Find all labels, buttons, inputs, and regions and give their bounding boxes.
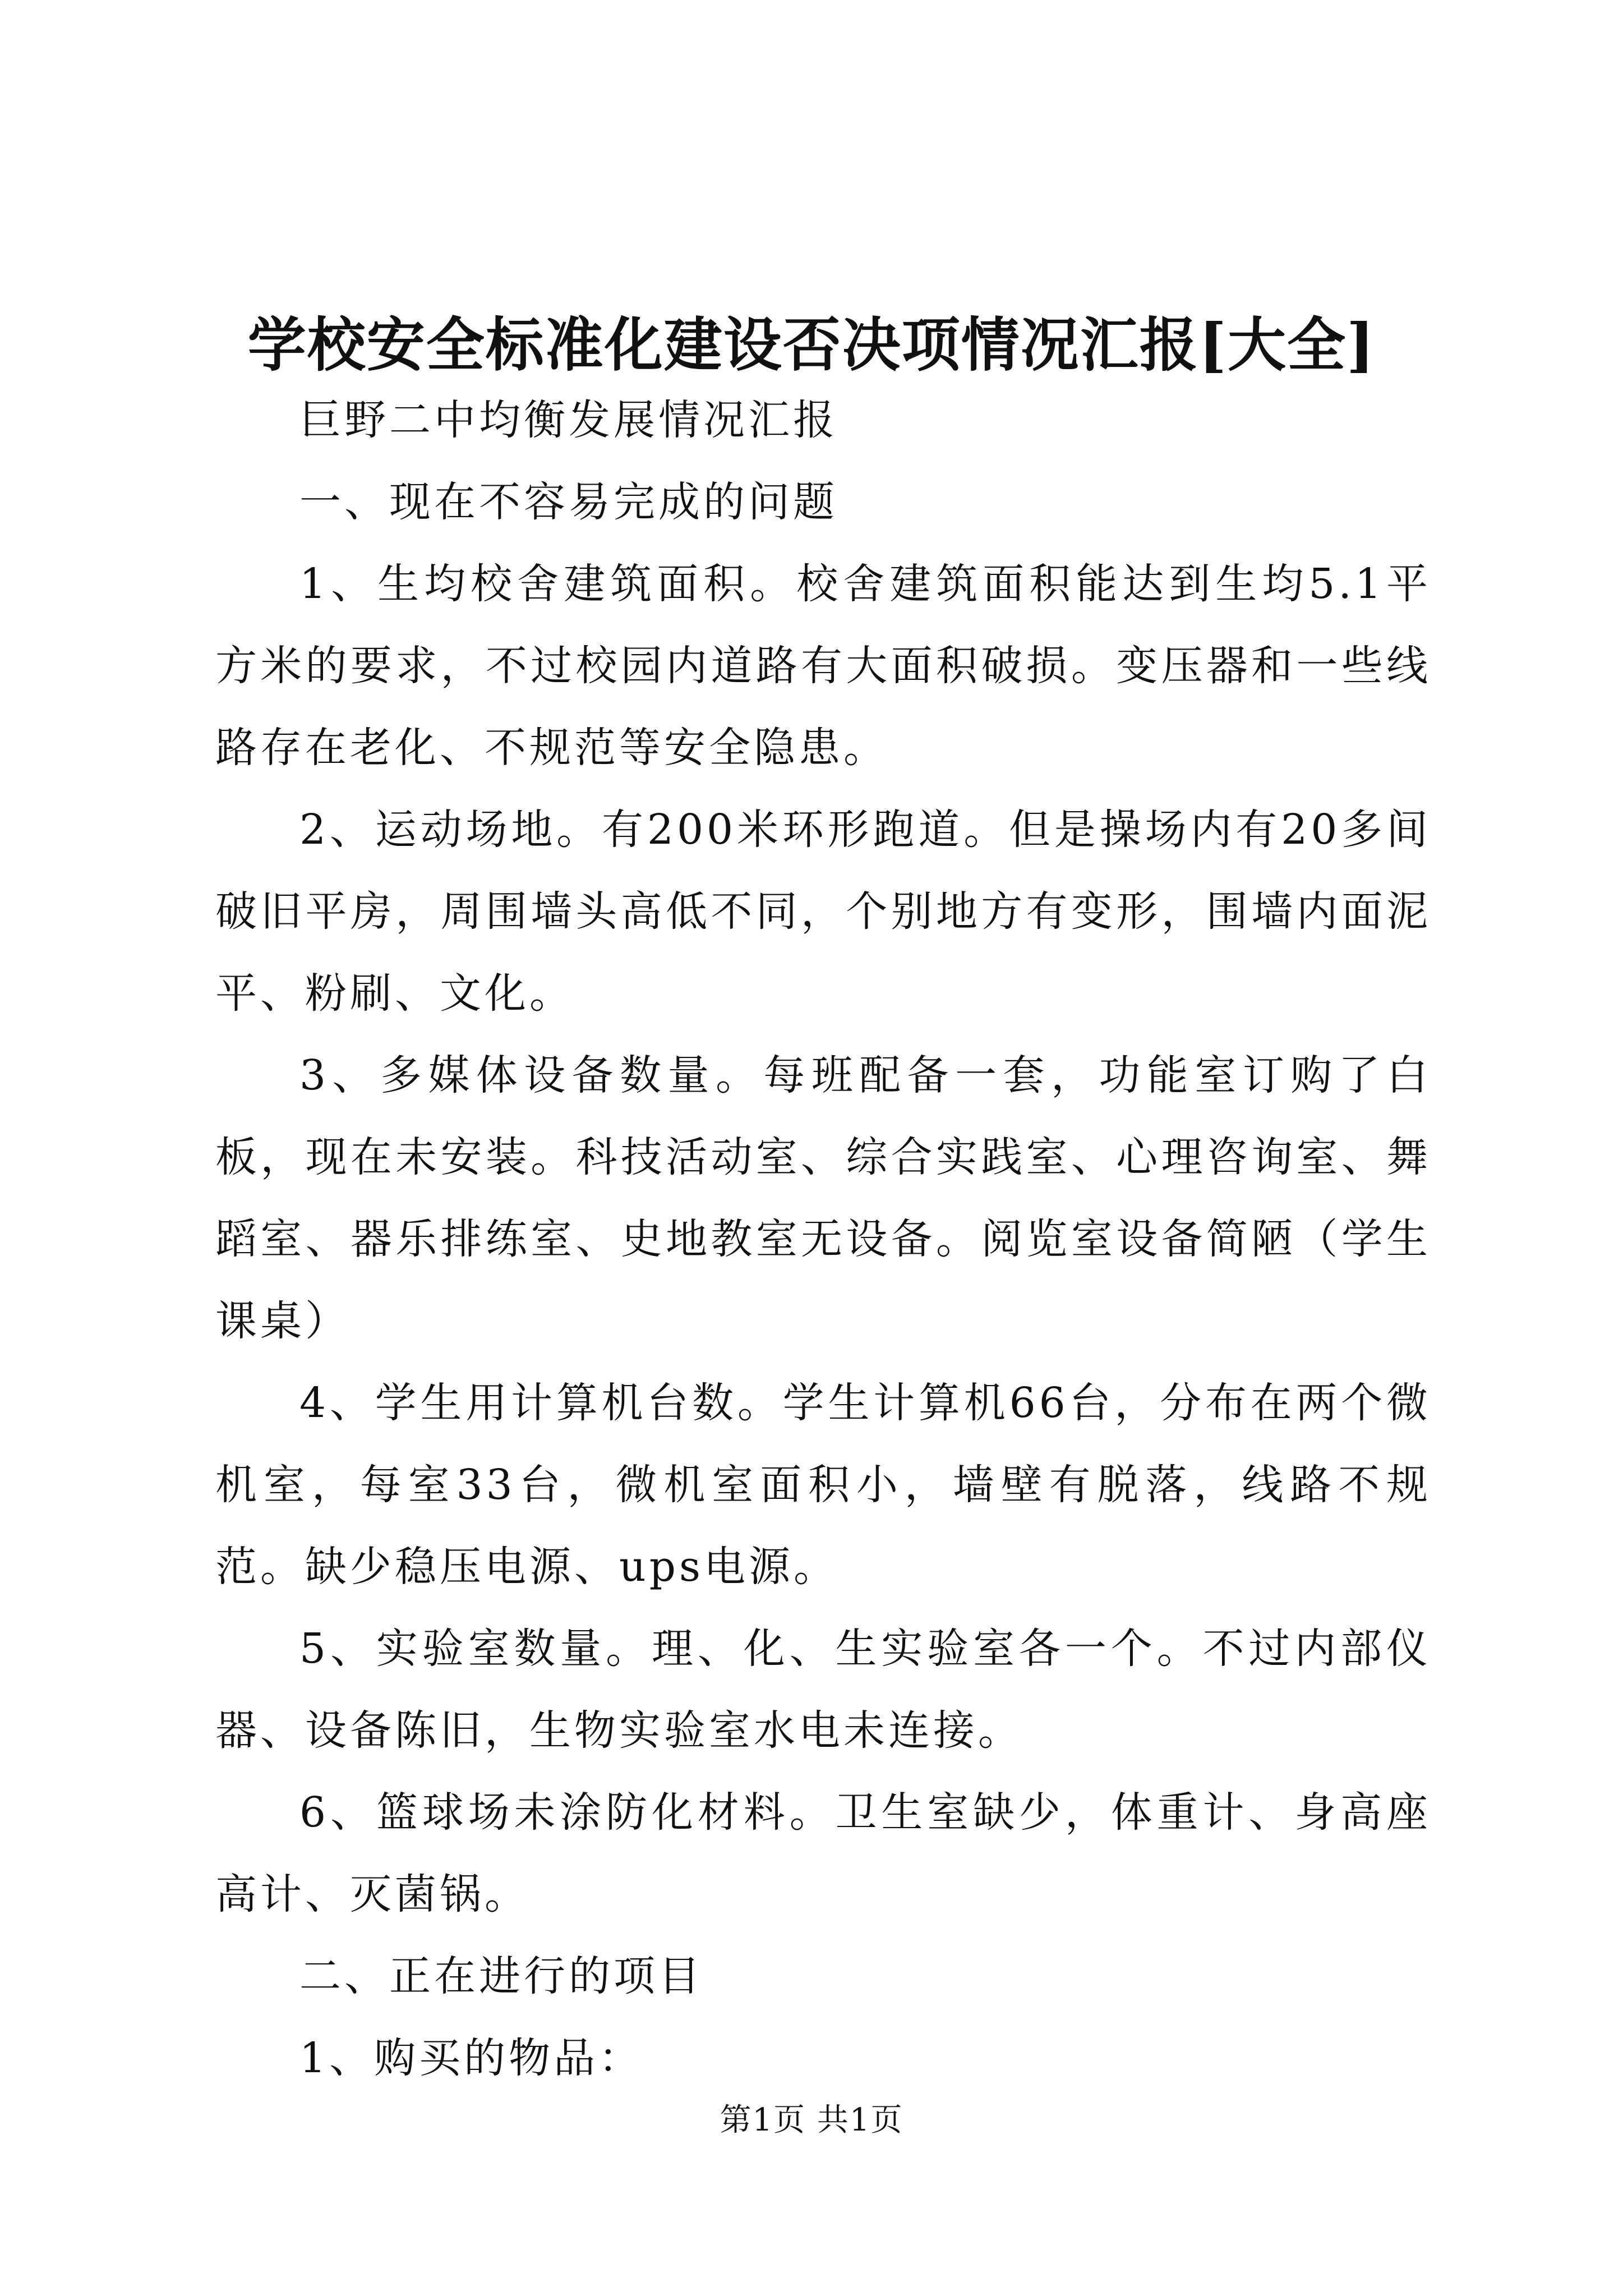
paragraph: 2、运动场地。有200米环形跑道。但是操场内有20多间破旧平房，周围墙头高低不同，个别地方有变形，围墙内面泥平、粉刷、文化。	[215, 806, 1431, 1018]
paragraph: 4、学生用计算机台数。学生计算机66台，分布在两个微机室，每室33台，微机室面积小，墙壁有脱落，线路不规范。缺少稳压电源、ups电源。	[215, 1379, 1431, 1591]
paragraph: 1、购买的物品：	[299, 2034, 644, 2082]
document-title: 学校安全标准化建设否决项情况汇报[大全]	[247, 310, 1376, 379]
paragraph: 1、生均校舍建筑面积。校舍建筑面积能达到生均5.1平方米的要求，不过校园内道路有大面积破损。变压器和一些线路存在老化、不规范等安全隐患。	[215, 560, 1431, 772]
document-body	[215, 379, 1431, 2099]
paragraph: 3、多媒体设备数量。每班配备一套，功能室订购了白板，现在未安装。科技活动室、综合实践室、心理咨询室、舞蹈室、器乐排练室、史地教室无设备。阅览室设备简陋（学生课桌）	[215, 1051, 1431, 1345]
paragraph: 6、篮球场未涂防化材料。卫生室缺少，体重计、身高座高计、灭菌锅。	[215, 1788, 1431, 1918]
paragraph: 5、实验室数量。理、化、生实验室各一个。不过内部仪器、设备陈旧，生物实验室水电未连接。	[215, 1625, 1431, 1755]
paragraph: 二、正在进行的项目	[299, 1952, 703, 2000]
paragraph: 一、现在不容易完成的问题	[299, 478, 838, 526]
page-footer: 第1页 共1页	[720, 2102, 903, 2138]
paragraph: 巨野二中均衡发展情况汇报	[299, 396, 838, 444]
